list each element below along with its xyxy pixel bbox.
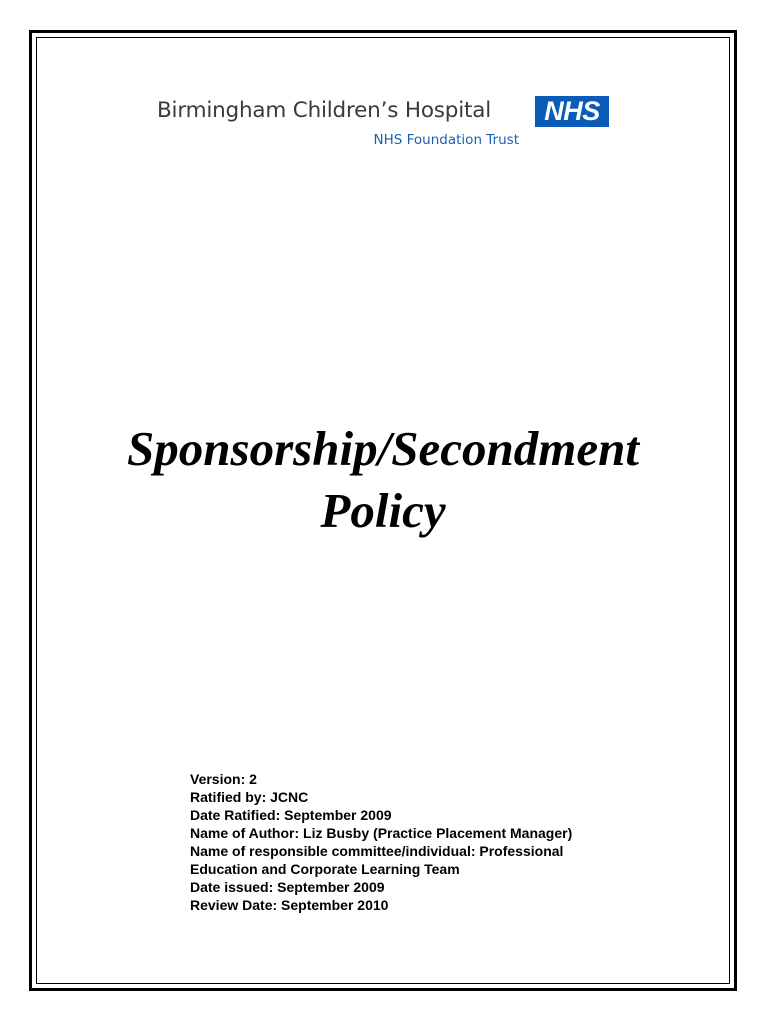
document-title	[36, 418, 730, 542]
nhs-logo-text: NHS	[544, 96, 600, 126]
document-details	[190, 770, 572, 914]
detail-author: Name of Author: Liz Busby (Practice Placement Manager)	[190, 825, 573, 841]
detail-ratified-by: Ratified by: JCNC	[190, 789, 309, 805]
detail-version: Version: 2	[190, 771, 257, 787]
detail-date-issued: Date issued: September 2009	[190, 879, 385, 895]
nhs-logo-badge	[535, 96, 609, 127]
document-title-line-2: Policy	[320, 483, 446, 538]
logo-organisation-name: Birmingham Children’s Hospital	[157, 98, 492, 123]
detail-review-date: Review Date: September 2010	[190, 897, 389, 913]
detail-date-ratified: Date Ratified: September 2009	[190, 807, 392, 823]
detail-responsible-committee: Name of responsible committee/individual: Professional	[190, 843, 564, 859]
hospital-logo	[157, 96, 609, 150]
detail-responsible-committee-cont: Education and Corporate Learning Team	[190, 861, 460, 877]
document-title-line-1: Sponsorship/Secondment	[127, 421, 639, 476]
logo-subtitle: NHS Foundation Trust	[373, 132, 519, 148]
